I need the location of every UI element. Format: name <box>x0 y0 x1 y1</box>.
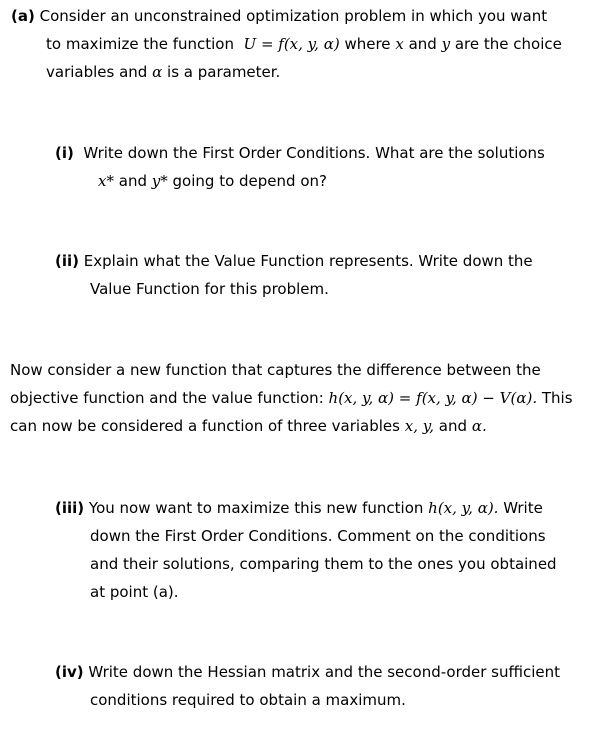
part-iii-text-write: Write <box>503 499 543 517</box>
part-iii-text-2: down the First Order Conditions. Comment on the conditions <box>90 527 546 545</box>
part-i-line-1 <box>55 144 545 162</box>
part-iii-text-1: You now want to maximize this new function <box>88 499 424 517</box>
part-i-label: (i) <box>55 144 74 162</box>
part-iii-text-4: at point (a). <box>90 583 179 601</box>
h-function-math: h(x, y, α) = f(x, y, α) − V(α). <box>328 389 538 407</box>
intro-text-and: and <box>438 417 468 435</box>
part-iii-line-1 <box>55 499 543 517</box>
part-a-line-3 <box>46 63 280 81</box>
part-a-text-parameter: is a parameter. <box>167 63 281 81</box>
var-alpha-math: α. <box>471 417 487 435</box>
intro-text-this: This <box>541 389 573 407</box>
part-a-text-1: Consider an unconstrained optimization problem in which you want <box>39 7 548 25</box>
part-iv-label: (iv) <box>55 663 84 681</box>
part-iv-line-1 <box>55 663 560 681</box>
vars-xy-math: x, y, <box>404 417 435 435</box>
part-a-line-2 <box>46 35 562 53</box>
part-i-text-and: and <box>118 172 147 190</box>
intro-text-1: Now consider a new function that captures the difference between the <box>10 361 541 379</box>
utility-function-math: U = f(x, y, α) <box>243 35 340 53</box>
part-iii-line-4 <box>90 583 179 601</box>
part-a-line-1 <box>11 7 547 25</box>
part-a-text-3: variables and <box>46 63 148 81</box>
part-a-text-2: to maximize the function <box>46 35 234 53</box>
intro-text-2: objective function and the value function: <box>10 389 324 407</box>
part-i-text-2: going to depend on? <box>172 172 327 190</box>
var-x-math: x <box>395 35 404 53</box>
part-i-line-2 <box>98 172 327 190</box>
part-a-text-where: where <box>344 35 391 53</box>
part-ii-label: (ii) <box>55 252 79 270</box>
part-ii-text-2: Value Function for this problem. <box>90 280 329 298</box>
param-alpha-math: α <box>152 63 163 81</box>
part-i-text-1: Write down the First Order Conditions. What are the solutions <box>83 144 545 162</box>
part-a-text-and: and <box>408 35 437 53</box>
part-ii-text-1: Explain what the Value Function represents. Write down the <box>83 252 533 270</box>
part-a-text-choice: are the choice <box>454 35 562 53</box>
part-iii-line-3 <box>90 555 557 573</box>
part-iii-label: (iii) <box>55 499 85 517</box>
intro-line-1 <box>10 361 541 379</box>
intro-text-3: can now be considered a function of three variables <box>10 417 400 435</box>
part-ii-line-2 <box>90 280 329 298</box>
h-maximize-math: h(x, y, α). <box>428 499 499 517</box>
part-iv-line-2 <box>90 691 406 709</box>
y-star-math: y* <box>151 172 168 190</box>
var-y-math: y <box>441 35 451 53</box>
part-iv-text-1: Write down the Hessian matrix and the second-order sufficient <box>88 663 561 681</box>
x-star-math: x* <box>98 172 114 190</box>
part-a-label: (a) <box>11 7 35 25</box>
intro-line-3 <box>10 417 487 435</box>
part-iii-line-2 <box>90 527 546 545</box>
part-iv-text-2: conditions required to obtain a maximum. <box>90 691 406 709</box>
part-ii-line-1 <box>55 252 533 270</box>
intro-line-2 <box>10 389 573 407</box>
part-iii-text-3: and their solutions, comparing them to the ones you obtained <box>90 555 557 573</box>
